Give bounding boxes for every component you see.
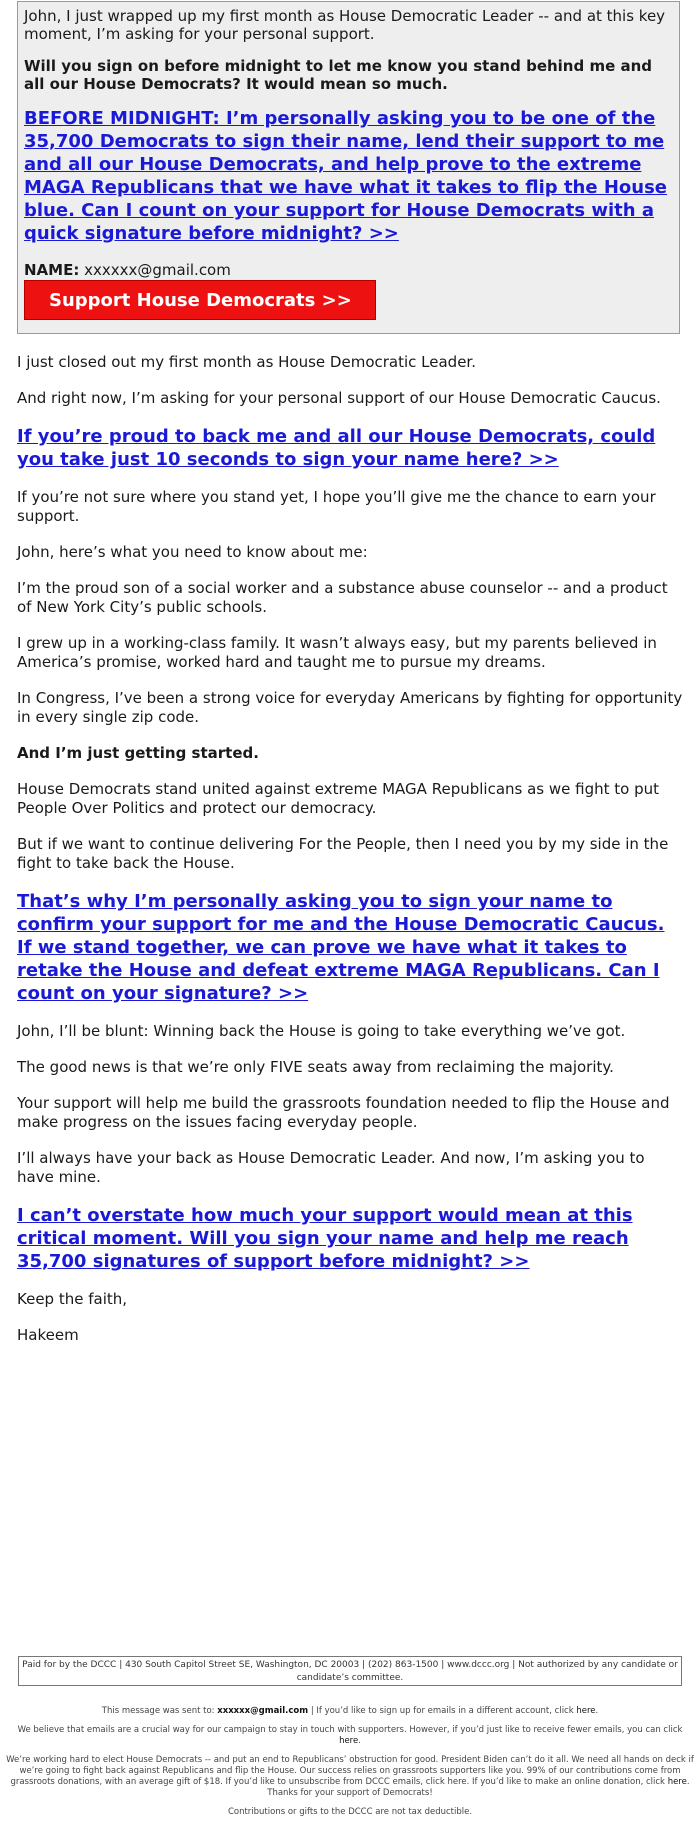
box-ask: Will you sign on before midnight to let me know you stand behind me and all our House Democrats? It would mean so much. (24, 57, 653, 93)
name-value: xxxxxx@gmail.com (84, 261, 231, 279)
body-paragraph: Keep the faith, (17, 1290, 128, 1308)
body-paragraph: But if we want to continue delivering For the People, then I need you by my side in the fight to take back the House. (17, 835, 669, 872)
body-paragraph: And I’m just getting started. (17, 744, 259, 762)
name-label: NAME: (24, 261, 80, 279)
paid-for-disclaimer: Paid for by the DCCC | 430 South Capitol Street SE, Washington, DC 20003 | (202) 863-1500 | www.dccc.org | Not authorized by any candidate or candidate’s committee. (18, 1656, 682, 1686)
body-paragraph: Your support will help me build the grassroots foundation needed to flip the House and make progress on the issues facing everyday people. (17, 1094, 670, 1131)
signup-here-link[interactable]: here (576, 1706, 596, 1716)
about-line: We’re working hard to elect House Democrats -- and put an end to Republicans’ obstruction for good. President Biden can’t do it all. We need all hands on deck if we’re going to fight back against Republicans and flip the House. Our success relies on grassroots supporters like you. 99% of our contributions come from grassroots donations, with an average gift of $18. If you’d like to unsubscribe from DCCC emails, click here. If you’d like to make an online donation, click here. Thanks for your support of Democrats! (6, 1755, 694, 1798)
email-body (17, 353, 683, 1362)
body-paragraph: Hakeem (17, 1326, 79, 1344)
recipient-email: xxxxxx@gmail.com (217, 1706, 309, 1716)
body-paragraph: John, I’ll be blunt: Winning back the House is going to take everything we’ve got. (17, 1022, 626, 1040)
body-paragraph: House Democrats stand united against extreme MAGA Republicans as we fight to put People Over Politics and protect our democracy. (17, 780, 660, 817)
box-intro: John, I just wrapped up my first month as House Democratic Leader -- and at this key moment, I’m asking for your personal support. (24, 7, 666, 43)
donate-here-link[interactable]: here (667, 1777, 687, 1787)
body-paragraph: I just closed out my first month as House Democratic Leader. (17, 353, 476, 371)
petition-headline-link[interactable]: BEFORE MIDNIGHT: I’m personally asking you to be one of the 35,700 Democrats to sign their name, lend their support to me and all our House Democrats, and help prove to the extreme MAGA Republicans that we have what it takes to flip the House blue. Can I count on your support for House Democrats with a quick signature before midnight? >> (24, 108, 668, 244)
body-paragraph: I grew up in a working-class family. It wasn’t always easy, but my parents believed in America’s promise, worked hard and taught me to pursue my dreams. (17, 634, 657, 671)
petition-link[interactable]: If you’re proud to back me and all our House Democrats, could you take just 10 seconds to sign your name here? >> (17, 426, 656, 470)
support-button[interactable]: Support House Democrats >> (24, 280, 376, 320)
email-footer (6, 1706, 694, 1826)
body-paragraph: The good news is that we’re only FIVE seats away from reclaiming the majority. (17, 1058, 614, 1076)
petition-link[interactable]: I can’t overstate how much your support would mean at this critical moment. Will you sign your name and help me reach 35,700 signatures of support before midnight? >> (17, 1205, 633, 1272)
fewer-emails-here-link[interactable]: here (339, 1736, 359, 1746)
tax-note: Contributions or gifts to the DCCC are not tax deductible. (227, 1807, 473, 1817)
name-row (24, 261, 673, 279)
body-paragraph: I’m the proud son of a social worker and a substance abuse counselor -- and a product of New York City’s public schools. (17, 579, 668, 616)
sent-to-line: This message was sent to: xxxxxx@gmail.com | If you’d like to sign up for emails in a different account, click here. (101, 1706, 599, 1716)
body-paragraph: And right now, I’m asking for your personal support of our House Democratic Caucus. (17, 389, 661, 407)
frequency-line: We believe that emails are a crucial way for our campaign to stay in touch with supporters. However, if you’d just like to receive fewer emails, you can click here. (17, 1725, 683, 1746)
body-paragraph: In Congress, I’ve been a strong voice for everyday Americans by fighting for opportunity in every single zip code. (17, 689, 683, 726)
petition-box (17, 1, 680, 334)
body-paragraph: I’ll always have your back as House Democratic Leader. And now, I’m asking you to have mine. (17, 1149, 645, 1186)
petition-link[interactable]: That’s why I’m personally asking you to sign your name to confirm your support for me and the House Democratic Caucus. If we stand together, we can prove we have what it takes to retake the House and defeat extreme MAGA Republicans. Can I count on your signature? >> (17, 891, 665, 1004)
body-paragraph: John, here’s what you need to know about me: (17, 543, 368, 561)
body-paragraph: If you’re not sure where you stand yet, I hope you’ll give me the chance to earn your support. (17, 488, 656, 525)
